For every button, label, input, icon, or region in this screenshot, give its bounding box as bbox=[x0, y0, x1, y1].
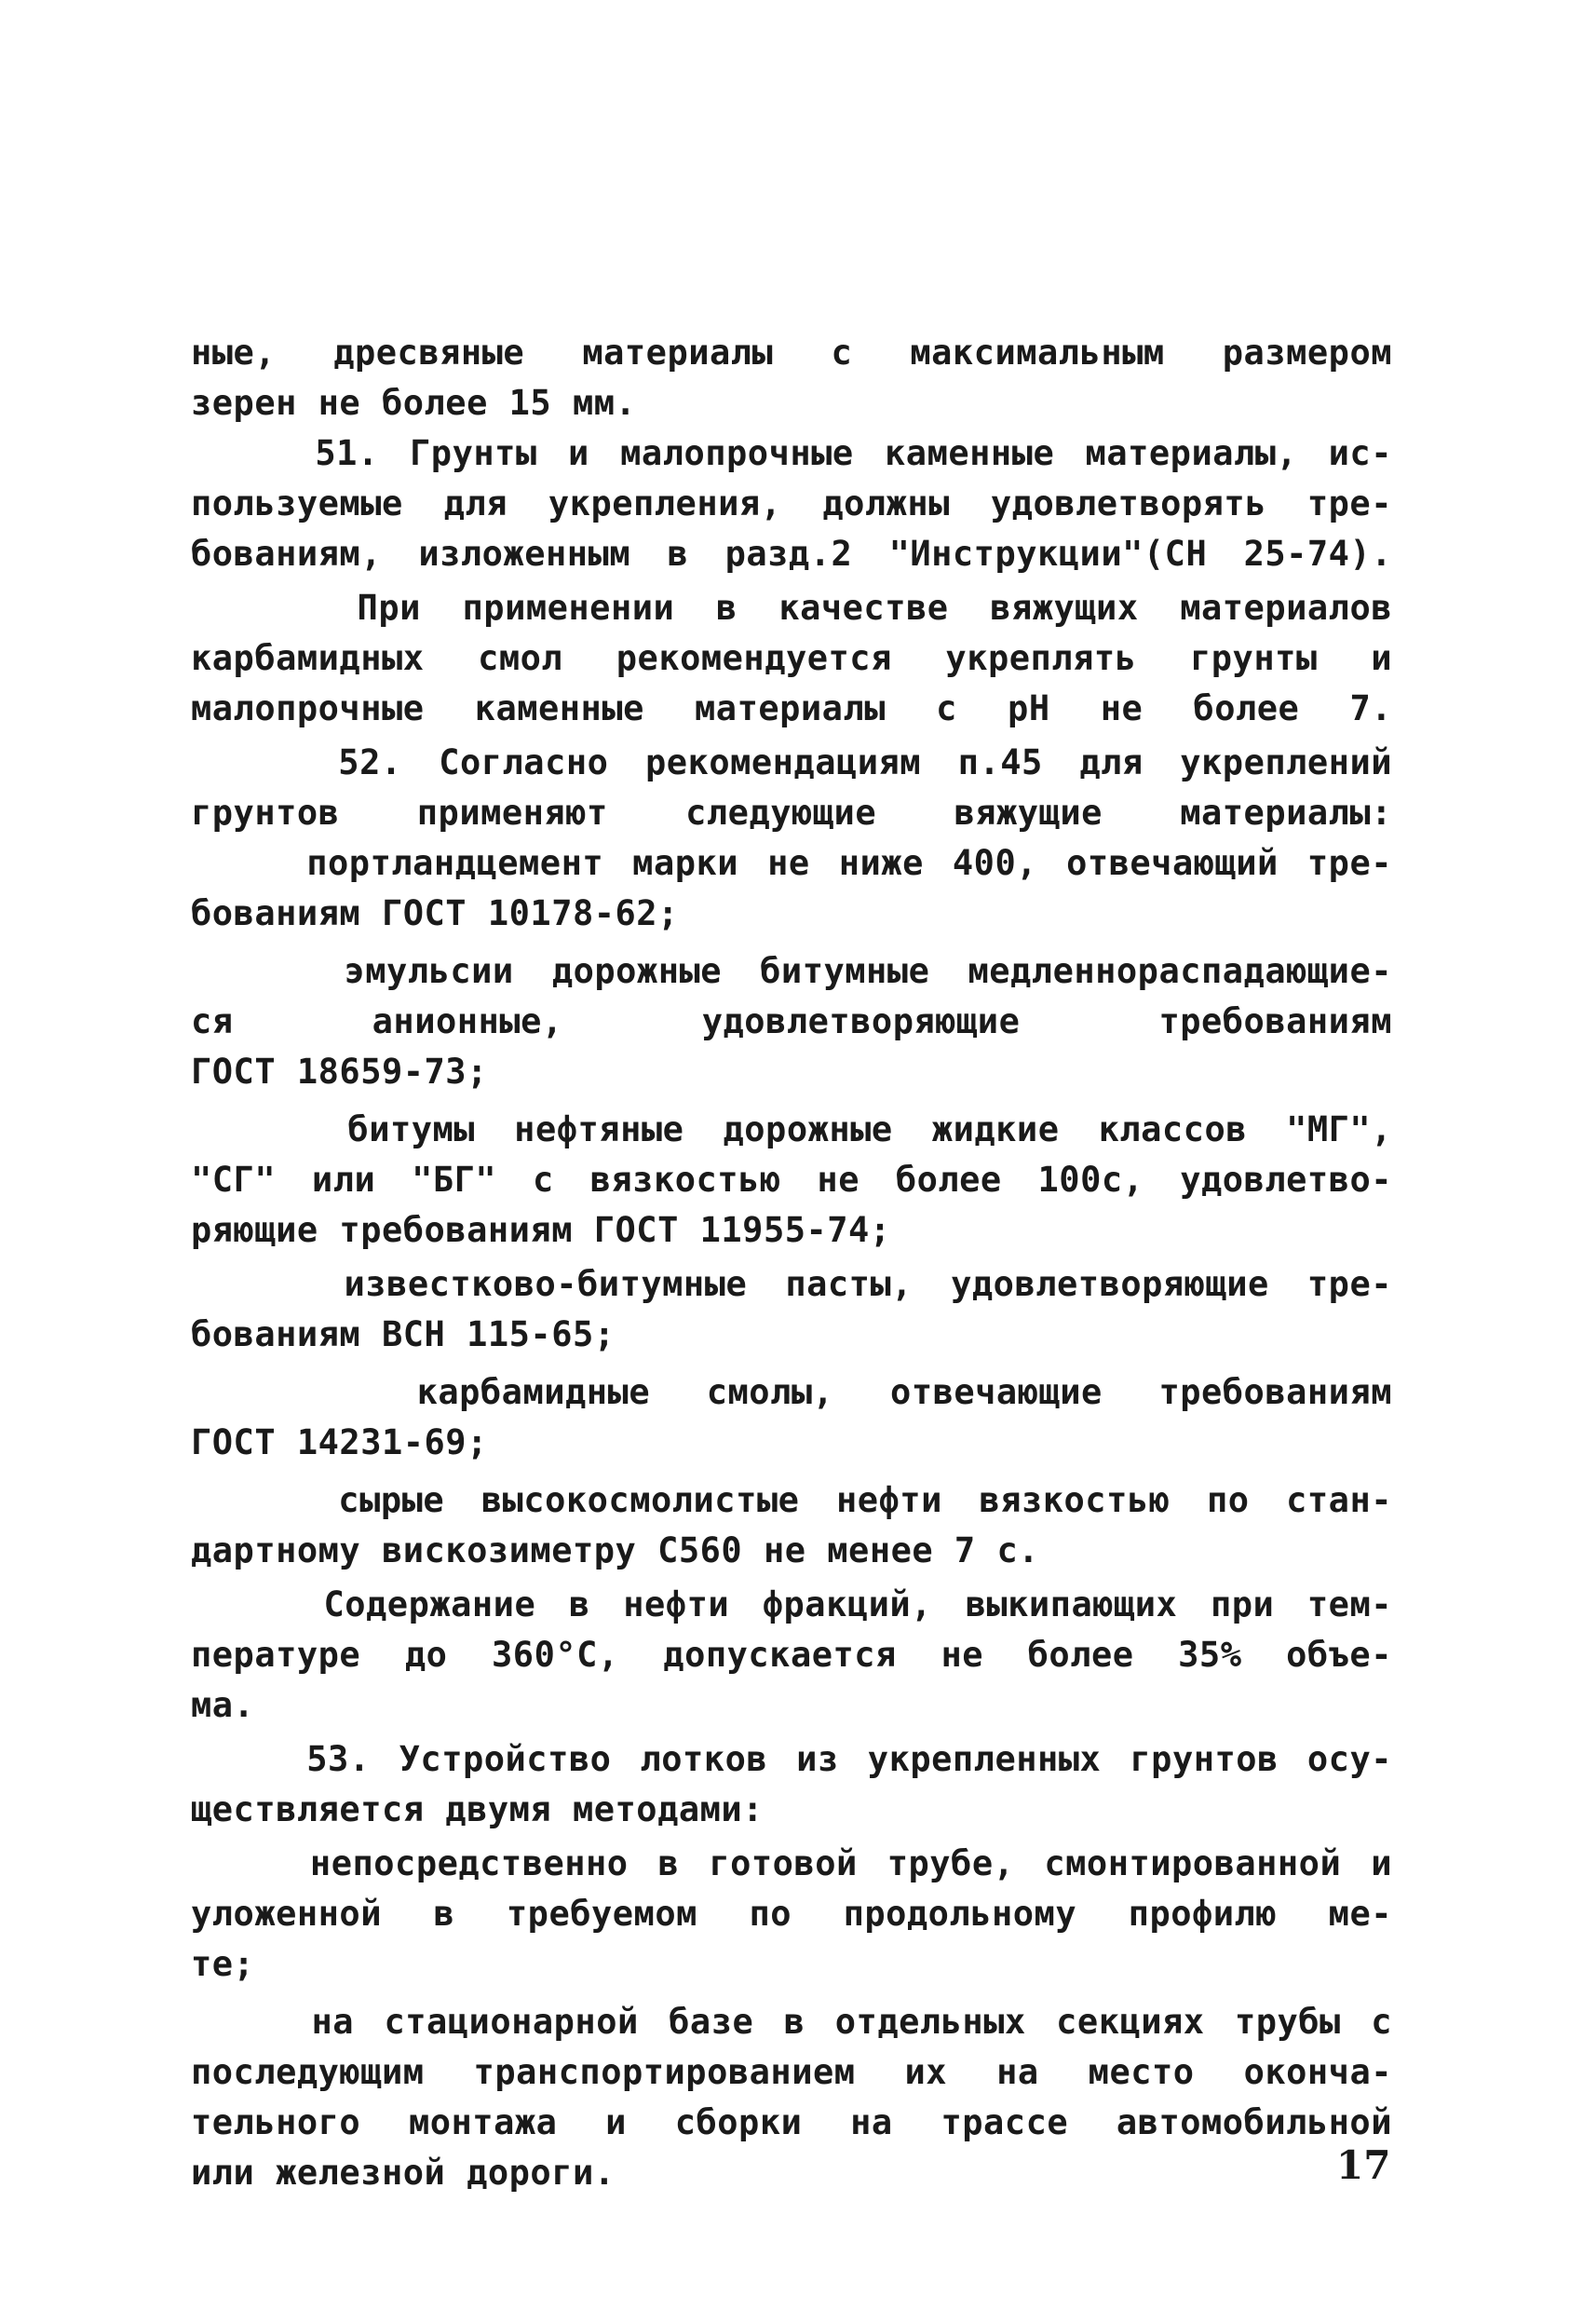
text-line: бованиям, изложенным в разд.2 "Инструкции"(СН 25-74). bbox=[191, 534, 1392, 574]
text-line: карбамидных смол рекомендуется укреплять грунты и bbox=[191, 638, 1392, 678]
body-text bbox=[191, 328, 1392, 2198]
text-line: пользуемые для укрепления, должны удовлетворять тре- bbox=[191, 483, 1392, 523]
text-line: ГОСТ 14231-69; bbox=[191, 1422, 488, 1462]
text-line: зерен не более 15 мм. bbox=[191, 383, 637, 423]
text-line: ные, дресвяные материалы с максимальным размером bbox=[191, 333, 1392, 373]
text-line: тельного монтажа и сборки на трассе автомобильной bbox=[191, 2102, 1392, 2142]
text-line: 51. Грунты и малопрочные каменные материалы, ис- bbox=[191, 433, 1392, 473]
text-line: малопрочные каменные материалы с рН не более 7. bbox=[191, 688, 1392, 728]
text-line: карбамидные смолы, отвечающие требованиям bbox=[191, 1372, 1392, 1412]
text-line: дартному вискозиметру С560 не менее 7 с. bbox=[191, 1530, 1040, 1570]
text-line: или железной дороги. bbox=[191, 2153, 616, 2193]
page-number: 17 bbox=[1336, 2142, 1391, 2188]
text-line: грунтов применяют следующие вяжущие материалы: bbox=[191, 793, 1392, 833]
text-line: 52. Согласно рекомендациям п.45 для укреплений bbox=[191, 742, 1392, 782]
text-line: ряющие требованиям ГОСТ 11955-74; bbox=[191, 1210, 891, 1250]
text-line: последующим транспортированием их на место оконча- bbox=[191, 2052, 1392, 2092]
text-line: ма. bbox=[191, 1685, 255, 1725]
text-line: те; bbox=[191, 1944, 255, 1984]
text-line: битумы нефтяные дорожные жидкие классов "МГ", bbox=[191, 1109, 1392, 1149]
text-line: непосредственно в готовой трубе, смонтированной и bbox=[191, 1843, 1392, 1883]
text-line: бованиям ВСН 115-65; bbox=[191, 1314, 616, 1354]
text-line: известково-битумные пасты, удовлетворяющие тре- bbox=[191, 1264, 1392, 1304]
text-line: ся анионные, удовлетворяющие требованиям bbox=[191, 1001, 1392, 1041]
text-line: пературе до 360°С, допускается не более 35% объе- bbox=[191, 1635, 1392, 1675]
text-line: При применении в качестве вяжущих материалов bbox=[191, 588, 1392, 628]
text-line: сырые высокосмолистые нефти вязкостью по стан- bbox=[191, 1480, 1392, 1520]
text-line: на стационарной базе в отдельных секциях трубы с bbox=[191, 2002, 1392, 2042]
text-line: портландцемент марки не ниже 400, отвечающий тре- bbox=[191, 843, 1392, 883]
text-line: бованиям ГОСТ 10178-62; bbox=[191, 893, 679, 933]
text-line: 53. Устройство лотков из укрепленных грунтов осу- bbox=[191, 1739, 1392, 1779]
text-line: эмульсии дорожные битумные медленнораспадающие- bbox=[191, 951, 1392, 991]
text-line: ществляется двумя методами: bbox=[191, 1789, 764, 1829]
text-line: уложенной в требуемом по продольному профилю ме- bbox=[191, 1894, 1392, 1934]
text-line: ГОСТ 18659-73; bbox=[191, 1052, 488, 1092]
text-line: Содержание в нефти фракций, выкипающих при тем- bbox=[191, 1584, 1392, 1624]
text-line: "СГ" или "БГ" с вязкостью не более 100с, удовлетво- bbox=[191, 1160, 1392, 1200]
